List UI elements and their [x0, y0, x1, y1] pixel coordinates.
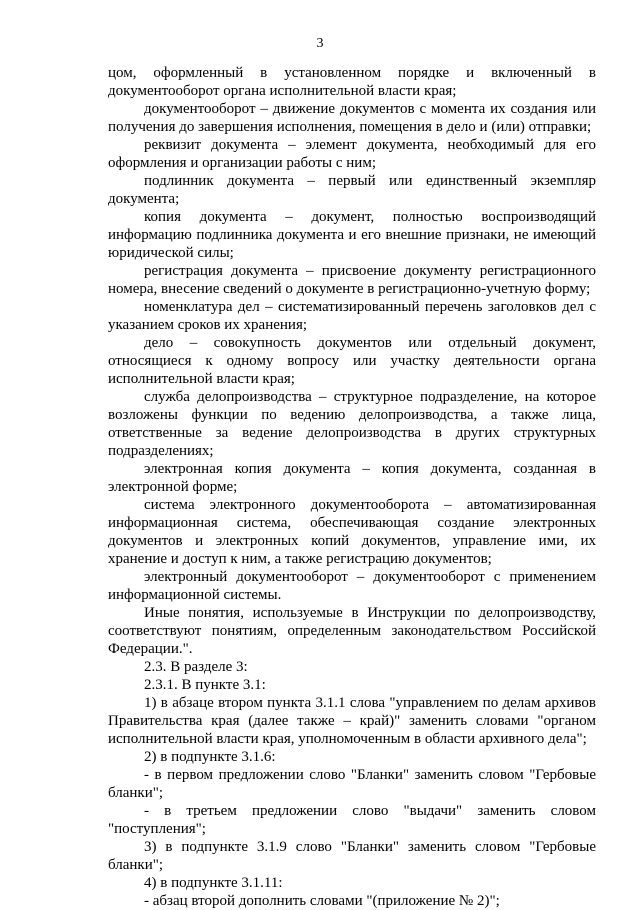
- paragraph: электронная копия документа – копия документа, созданная в электронной форме;: [108, 461, 596, 495]
- paragraph: - в третьем предложении слово "выдачи" заменить словом "поступления";: [108, 803, 596, 837]
- paragraph: регистрация документа – присвоение документу регистрационного номера, внесение сведений о документе в регистрационно-учетную форму;: [108, 263, 596, 297]
- paragraph: подлинник документа – первый или единственный экземпляр документа;: [108, 173, 596, 207]
- paragraph: Иные понятия, используемые в Инструкции по делопроизводству, соответствуют понятиям, определенным законодательством Российской Федерации.".: [108, 605, 596, 657]
- paragraph: копия документа – документ, полностью воспроизводящий информацию подлинника документа и его внешние признаки, не имеющий юридической силы;: [108, 209, 596, 261]
- paragraph: дело – совокупность документов или отдельный документ, относящиеся к одному вопросу или участку деятельности органа исполнительной власти края;: [108, 335, 596, 387]
- paragraph: 2.3. В разделе 3:: [144, 659, 248, 675]
- paragraph: 2.3.1. В пункте 3.1:: [144, 677, 266, 693]
- paragraph: 4) в подпункте 3.1.11:: [144, 875, 283, 891]
- page-number: 3: [316, 36, 324, 51]
- paragraph: служба делопроизводства – структурное подразделение, на которое возложены функции по ведению делопроизводства, а также лица, ответственные за ведение делопроизводства в других структурных подразделениях;: [108, 389, 596, 459]
- paragraph: система электронного документооборота – автоматизированная информационная система, обеспечивающая создание электронных документов и электронных копий документов, управление ими, их хранение и доступ к ним, а также регистрацию документов;: [108, 497, 596, 567]
- paragraph: цом, оформленный в установленном порядке и включенный в документооборот органа исполнительной власти края;: [108, 65, 596, 99]
- paragraph: - в первом предложении слово "Бланки" заменить словом "Гербовые бланки";: [108, 767, 596, 801]
- paragraph: электронный документооборот – документооборот с применением информационной системы.: [108, 569, 596, 603]
- paragraph: 1) в абзаце втором пункта 3.1.1 слова "управлением по делам архивов Правительства края (далее также – край)" заменить словами "органом исполнительной власти края, уполномоченным в области архивного дела";: [108, 695, 596, 747]
- document-body: [108, 64, 596, 910]
- paragraph: реквизит документа – элемент документа, необходимый для его оформления и организации работы с ним;: [108, 137, 596, 171]
- paragraph: 2) в подпункте 3.1.6:: [144, 749, 276, 765]
- paragraph: номенклатура дел – систематизированный перечень заголовков дел с указанием сроков их хранения;: [108, 299, 596, 333]
- paragraph: документооборот – движение документов с момента их создания или получения до завершения исполнения, помещения в дело и (или) отправки;: [108, 101, 596, 135]
- paragraph: 3) в подпункте 3.1.9 слово "Бланки" заменить словом "Гербовые бланки";: [108, 839, 596, 873]
- paragraph: - абзац второй дополнить словами "(приложение № 2)";: [144, 893, 500, 909]
